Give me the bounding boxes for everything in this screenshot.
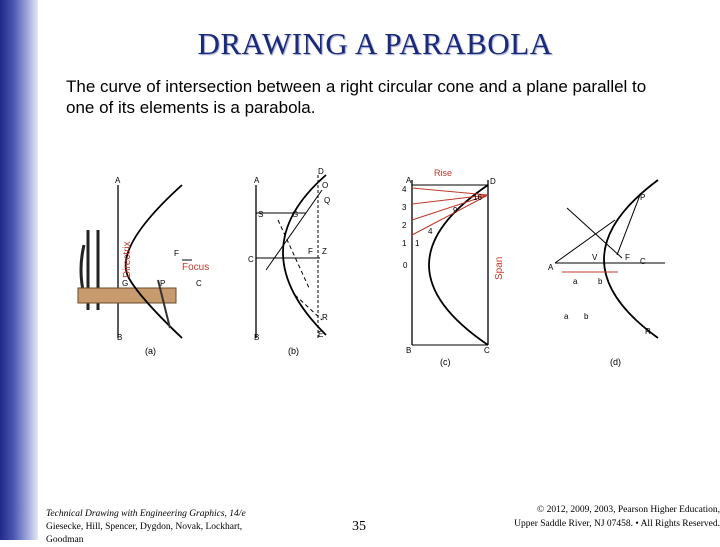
panel-b-label-z: Z (322, 247, 327, 256)
panel-d-label-f: F (625, 253, 630, 262)
panel-d-label-a-lower: a (564, 312, 569, 321)
panel-b-label-f: F (308, 247, 313, 256)
parabola-figure (70, 160, 670, 370)
panel-a-label-c: C (196, 279, 202, 288)
panel-a-label-f: F (174, 249, 179, 258)
panel-d-label-c: C (640, 257, 646, 266)
panel-a-label-g: G (122, 279, 129, 288)
panel-a-focus-label: Focus (182, 262, 210, 273)
panel-d-label-p: P (640, 193, 646, 202)
panel-b-label-q: Q (324, 196, 331, 205)
panel-d-label-b-small: b (598, 277, 603, 286)
panel-a-label-b: B (117, 333, 123, 342)
panel-c-label-b: B (406, 346, 412, 355)
panel-c-rise-label: Rise (434, 168, 453, 178)
panel-a-label-p: P (160, 279, 166, 288)
panel-b-label-c: C (248, 255, 254, 264)
panel-d-label-b-lower: b (584, 312, 589, 321)
panel-a-directrix-label: Directrix (122, 241, 133, 278)
panel-c-label-d: D (490, 177, 496, 186)
panel-d-caption: (d) (610, 357, 621, 367)
panel-d-label-a-small: a (573, 277, 578, 286)
panel-c-level-1: 1 (402, 239, 407, 248)
panel-b-label-r: R (322, 313, 328, 322)
panel-b-label-g: G (292, 210, 299, 219)
copyright-line-2: Upper Saddle River, NJ 07458. • All Rights Reserved. (514, 519, 720, 529)
panel-c-label-a: A (406, 176, 412, 185)
panel-b-label-a: A (254, 176, 260, 185)
panel-d (548, 180, 665, 367)
panel-b (248, 167, 330, 356)
panel-c-label-9: 9 (453, 206, 458, 215)
slide-title: DRAWING A PARABOLA (197, 26, 553, 61)
sidebar-gradient (0, 0, 38, 540)
copyright-line-1: © 2012, 2009, 2003, Pearson Higher Education, (537, 505, 720, 515)
panel-c-label-16: 16 (473, 193, 482, 202)
panel-c-label-n0: 0 (403, 261, 408, 270)
panel-c-level-3: 3 (402, 203, 407, 212)
panel-c-level-4: 4 (402, 185, 407, 194)
panel-c (402, 168, 505, 367)
panel-d-label-r: R (645, 327, 651, 336)
panel-c-label-n4: 4 (428, 227, 433, 236)
panel-c-label-c: C (484, 346, 490, 355)
footer-book-info (46, 508, 276, 547)
panel-c-label-n1: 1 (415, 239, 420, 248)
panel-b-label-s: S (258, 210, 264, 219)
footer-book-title: Technical Drawing with Engineering Graphics, 14/e (46, 509, 246, 519)
panel-b-label-d: D (318, 167, 324, 176)
panel-a-caption: (a) (145, 346, 156, 356)
panel-b-label-b: B (254, 333, 260, 342)
panel-b-label-e: E (318, 330, 324, 339)
footer-authors: Giesecke, Hill, Spencer, Dygdon, Novak, Lockhart, Goodman (46, 522, 243, 545)
footer-copyright (470, 503, 720, 531)
slide-body-text: The curve of intersection between a right circular cone and a plane parallel to one of its elements is a parabola. (66, 77, 647, 117)
panel-c-caption: (c) (440, 357, 451, 367)
panel-d-label-v: V (592, 253, 598, 262)
panel-b-caption: (b) (288, 346, 299, 356)
panel-c-level-2: 2 (402, 221, 407, 230)
panel-c-span-label: Span (494, 256, 505, 280)
panel-d-label-a: A (548, 263, 554, 272)
panel-a-label-a: A (115, 176, 121, 185)
panel-b-label-o: O (322, 181, 329, 190)
page-number: 35 (352, 519, 366, 534)
panel-a (78, 176, 209, 356)
